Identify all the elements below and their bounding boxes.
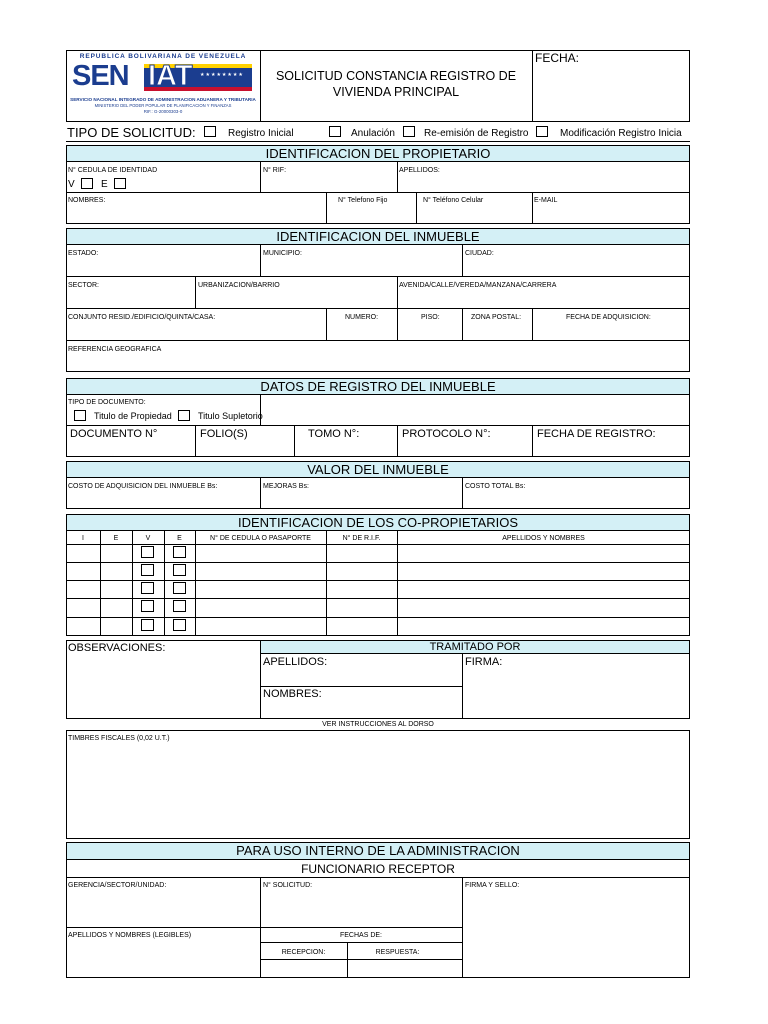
anulacion-checkbox[interactable] [329,126,341,137]
mejoras-label: MEJORAS Bs: [263,483,309,490]
fecha-adquisicion-label: FECHA DE ADQUISICION: [566,314,651,321]
propietario-title: IDENTIFICACION DEL PROPIETARIO [66,145,690,162]
logo-line1: SERVICIO NACIONAL INTEGRADO DE ADMINISTRACION ADUANERA Y TRIBUTARIA [70,97,256,102]
protocolo-label: PROTOCOLO N°: [402,428,491,440]
numero-label: NUMERO: [345,314,379,321]
email-label: E-MAIL [534,197,558,204]
referencia-label: REFERENCIA GEOGRAFICA [68,346,162,353]
e-label: E [101,179,108,190]
seniat-logo [70,52,256,118]
municipio-label: MUNICIPIO: [263,250,302,257]
col-e-header: E [113,535,119,542]
ciudad-label: CIUDAD: [465,250,494,257]
titulo-propiedad-checkbox[interactable] [74,410,86,421]
logo-stars-icon: ★★★★★★★★ [200,72,244,78]
rif-label: N° RIF: [263,167,287,174]
nombres-label: NOMBRES: [68,197,106,204]
modificacion-label-wrap [560,128,690,140]
instrucciones-note: VER INSTRUCCIONES AL DORSO [322,721,434,728]
form-title [260,68,532,100]
copropietario-1-e-checkbox[interactable] [173,546,186,558]
tipo-solicitud-label: TIPO DE SOLICITUD: [67,125,196,140]
copropietario-5-v-checkbox[interactable] [141,619,154,631]
tipo-documento-label: TIPO DE DOCUMENTO: [68,399,146,406]
fecha-label: FECHA: [535,51,580,65]
timbres-section [66,730,690,839]
avenida-label: AVENIDA/CALLE/VEREDA/MANZANA/CARRERA [399,282,557,289]
observaciones-label: OBSERVACIONES: [68,642,166,654]
cedula-label: N° CEDULA DE IDENTIDAD [68,167,158,174]
tipo-underline [66,141,690,142]
valor-title: VALOR DEL INMUEBLE [66,461,690,478]
funcionario-title: FUNCIONARIO RECEPTOR [301,862,455,876]
tel-fijo-label: N° Telefono Fijo [338,197,388,204]
copropietarios-title: IDENTIFICACION DE LOS CO-PROPIETARIOS [66,514,690,531]
tel-cel-label: N° Teléfono Celular [423,197,484,204]
tramitado-firma-label: FIRMA: [465,656,503,668]
documento-label: DOCUMENTO N° [70,428,158,440]
uso-interno-title: PARA USO INTERNO DE LA ADMINISTRACION [66,842,690,860]
inmueble-title: IDENTIFICACION DEL INMUEBLE [66,228,690,245]
form-title-line2: VIVIENDA PRINCIPAL [332,85,460,99]
gerencia-label: GERENCIA/SECTOR/UNIDAD: [68,882,167,889]
form-title-line1: SOLICITUD CONSTANCIA REGISTRO DE [275,69,517,83]
tramitado-title: TRAMITADO POR [260,640,690,654]
copropietario-3-e-checkbox[interactable] [173,582,186,594]
cedula-e-checkbox[interactable] [114,178,126,189]
logo-word-sen: SEN [72,60,129,92]
apellidos-label: APELLIDOS: [399,167,440,174]
apellidos-nombres-label: APELLIDOS Y NOMBRES (LEGIBLES) [68,932,192,939]
copropietario-4-e-checkbox[interactable] [173,600,186,612]
v-label: V [68,179,75,190]
reemision-checkbox[interactable] [403,126,415,137]
copropietario-2-e-checkbox[interactable] [173,564,186,576]
titulo-supletorio-checkbox[interactable] [178,410,190,421]
modificacion-checkbox[interactable] [536,126,548,137]
modificacion-label: Modificación Registro Inicia [560,128,682,139]
fecha-registro-label: FECHA DE REGISTRO: [537,428,656,440]
reemision-label: Re-emisión de Registro [424,128,529,139]
col-e2-header: E [177,535,182,542]
timbres-label: TIMBRES FISCALES (0,02 U.T.) [68,735,170,742]
piso-label: PISO: [421,314,440,321]
fechas-de-label: FECHAS DE: [339,932,382,939]
copropietario-1-v-checkbox[interactable] [141,546,154,558]
cedula-v-checkbox[interactable] [81,178,93,189]
titulo-propiedad-label: Titulo de Propiedad [94,411,172,421]
copropietario-5-e-checkbox[interactable] [173,619,186,631]
col-i-header: I [82,535,84,542]
tramitado-nombres-label: NOMBRES: [263,688,322,700]
col-v-header: V [145,535,151,542]
col-rif-header: N° DE R.I.F. [342,535,381,542]
logo-line2: MINISTERIO DEL PODER POPULAR DE PLANIFICACION Y FINANZAS [94,103,232,108]
titulo-supletorio-label: Titulo Supletorio [198,411,263,421]
logo-rif: RIF.: G-20000303-0 [143,109,183,114]
copropietario-3-v-checkbox[interactable] [141,582,154,594]
estado-label: ESTADO: [68,250,99,257]
registro-title: DATOS DE REGISTRO DEL INMUEBLE [66,378,690,395]
col-nombres-header: APELLIDOS Y NOMBRES [502,535,585,542]
copropietario-2-v-checkbox[interactable] [141,564,154,576]
firma-sello-label: FIRMA Y SELLO: [465,882,520,889]
logo-top-text: REPUBLICA BOLIVARIANA DE VENEZUELA [79,53,247,60]
registro-inicial-label: Registro Inicial [228,128,294,139]
costo-adquisicion-label: COSTO DE ADQUISICION DEL INMUEBLE Bs: [68,483,218,490]
costo-total-label: COSTO TOTAL Bs: [465,483,526,490]
conjunto-label: CONJUNTO RESID./EDIFICIO/QUINTA/CASA: [68,314,216,321]
tramitado-apellidos-label: APELLIDOS: [263,656,328,668]
num-solicitud-label: N° SOLICITUD: [263,882,313,889]
sector-label: SECTOR: [68,282,99,289]
logo-word-iat: IAT [148,60,193,92]
folio-label: FOLIO(S) [200,428,248,440]
header-divider-2 [532,50,533,122]
zona-postal-label: ZONA POSTAL: [471,314,522,321]
tomo-label: TOMO N°: [308,428,360,440]
col-cedula-header: N° DE CEDULA O PASAPORTE [210,535,311,542]
respuesta-label: RESPUESTA: [375,949,420,956]
urbanizacion-label: URBANIZACION/BARRIO [198,282,280,289]
anulacion-label: Anulación [351,128,395,139]
registro-inicial-checkbox[interactable] [204,126,216,137]
recepcion-label: RECEPCION: [281,949,326,956]
copropietario-4-v-checkbox[interactable] [141,600,154,612]
